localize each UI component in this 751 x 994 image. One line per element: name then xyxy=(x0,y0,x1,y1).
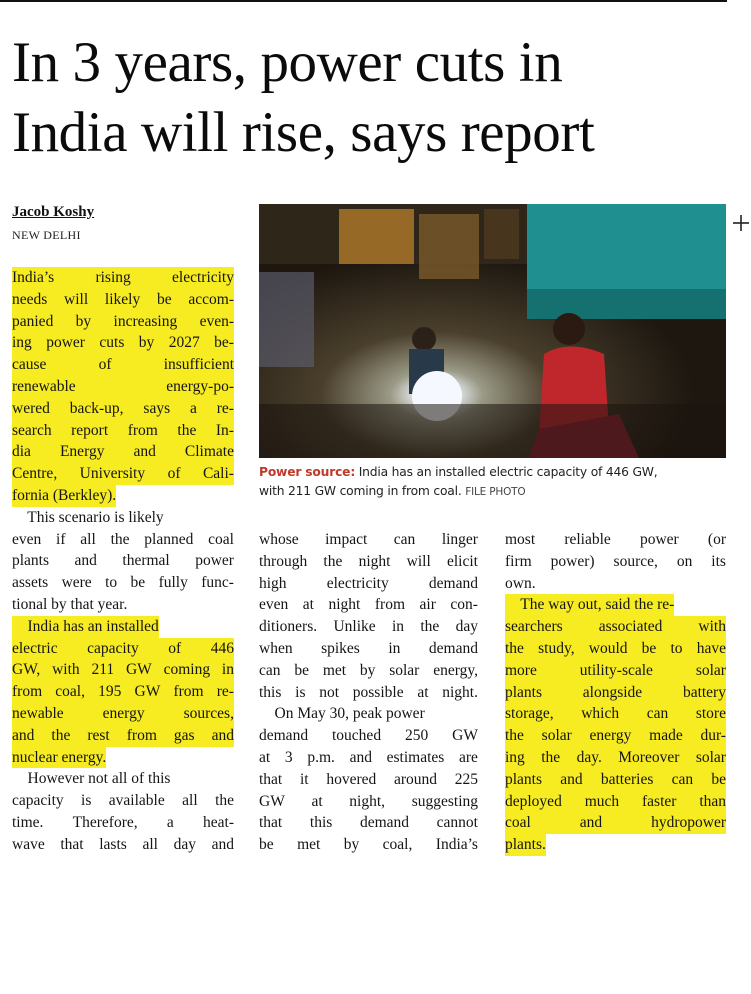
text-line: coal and hydropower xyxy=(505,812,726,834)
text-line: On May 30, peak power xyxy=(259,705,425,723)
text-line: assets were to be fully func- xyxy=(12,574,234,592)
article-column-3 xyxy=(505,529,726,856)
text-line: the study, would be to have xyxy=(505,638,726,660)
text-line: The way out, said the re- xyxy=(505,594,674,616)
caption-text-2: with 211 GW coming in from coal. xyxy=(259,484,462,498)
dateline: NEW DELHI xyxy=(12,228,81,242)
text-line: plants and batteries can be xyxy=(505,769,726,791)
photo-credit: FILE PHOTO xyxy=(465,486,526,498)
text-line: high electricity demand xyxy=(259,574,478,592)
text-line: capacity is available all the xyxy=(12,792,234,810)
text-line: more utility-scale solar xyxy=(505,660,726,682)
text-line: deployed much faster than xyxy=(505,791,726,813)
text-line: own. xyxy=(505,574,536,592)
text-line: plants. xyxy=(505,834,546,856)
text-line: and the rest from gas and xyxy=(12,725,234,747)
text-line: at 3 p.m. and estimates are xyxy=(259,748,478,766)
text-line: search report from the In- xyxy=(12,420,234,442)
text-line: India has an installed xyxy=(12,616,159,638)
text-line: demand touched 250 GW xyxy=(259,727,478,745)
text-line: tional by that year. xyxy=(12,595,128,613)
caption-text: India has an installed electric capacity of 446 GW, xyxy=(355,465,658,479)
text-line: cause of insufficient xyxy=(12,354,234,376)
text-line: fornia (Berkley). xyxy=(12,485,116,507)
text-line: wave that lasts all day and xyxy=(12,835,234,853)
text-line: ing the day. Moreover solar xyxy=(505,747,726,769)
top-rule xyxy=(0,0,727,2)
text-line: ditioners. Unlike in the day xyxy=(259,618,478,636)
text-line: panied by increasing even- xyxy=(12,311,234,333)
text-line: dia Energy and Climate xyxy=(12,441,234,463)
headline-line-2: India will rise, says report xyxy=(12,101,595,164)
text-line: This scenario is likely xyxy=(12,508,164,526)
text-line: newable energy sources, xyxy=(12,703,234,725)
text-line: even at night from air con- xyxy=(259,596,478,614)
photo-illustration xyxy=(259,204,726,458)
text-line: this is not possible at night. xyxy=(259,683,478,701)
text-line: most reliable power (or xyxy=(505,531,726,548)
text-line: whose impact can linger xyxy=(259,531,478,548)
article-column-1 xyxy=(12,267,234,856)
headline xyxy=(12,28,732,168)
text-line: wered back-up, says a re- xyxy=(12,398,234,420)
text-line: plants and thermal power xyxy=(12,552,234,570)
text-line: searchers associated with xyxy=(505,616,726,638)
author-byline: Jacob Koshy xyxy=(12,204,95,220)
text-line: Centre, University of Cali- xyxy=(12,463,234,485)
text-line: can be met by solar energy, xyxy=(259,661,478,679)
text-line: electric capacity of 446 xyxy=(12,638,234,660)
text-line: from coal, 195 GW from re- xyxy=(12,681,234,703)
text-line: when spikes in demand xyxy=(259,639,478,657)
text-line: India’s rising electricity xyxy=(12,267,234,289)
text-line: firm power) source, on its xyxy=(505,552,726,570)
text-line: storage, which can store xyxy=(505,703,726,725)
text-line: needs will likely be accom- xyxy=(12,289,234,311)
text-line: plants alongside battery xyxy=(505,682,726,704)
text-line: renewable energy-po- xyxy=(12,376,234,398)
article-column-2 xyxy=(259,529,478,856)
text-line: time. Therefore, a heat- xyxy=(12,813,234,831)
plus-icon xyxy=(733,215,749,231)
text-line: be met by coal, India’s xyxy=(259,836,478,854)
text-line: even if all the planned coal xyxy=(12,530,234,548)
text-line: through the night will elicit xyxy=(259,552,478,570)
text-line: that it hovered around 225 xyxy=(259,770,478,788)
text-line: GW, with 211 GW coming in xyxy=(12,659,234,681)
headline-line-1: In 3 years, power cuts in xyxy=(12,31,563,94)
text-line: ing power cuts by 2027 be- xyxy=(12,332,234,354)
text-line: the solar energy made dur- xyxy=(505,725,726,747)
text-line: that this demand cannot xyxy=(259,814,478,832)
text-line: nuclear energy. xyxy=(12,747,106,769)
article-photo xyxy=(259,204,726,458)
photo-caption xyxy=(259,463,729,502)
text-line: However not all of this xyxy=(12,770,171,788)
text-line: GW at night, suggesting xyxy=(259,792,478,810)
caption-label: Power source: xyxy=(259,465,356,479)
